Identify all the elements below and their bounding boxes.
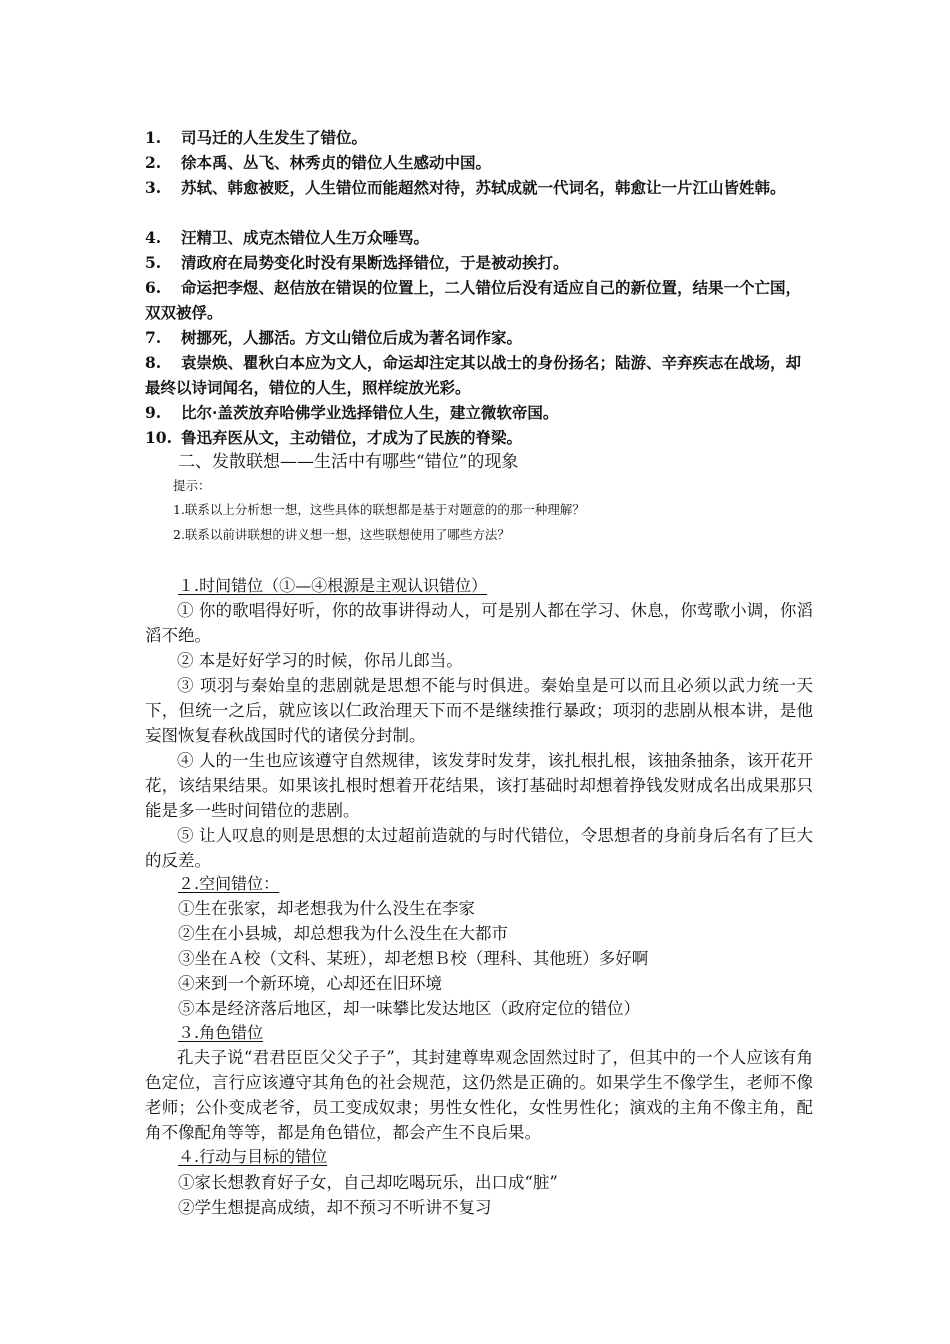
list-item: 2. 徐本禹、丛飞、林秀贞的错位人生感动中国。	[145, 153, 492, 172]
list-item: 8. 袁崇焕、瞿秋白本应为文人，命运却注定其以战士的身份扬名；陆游、辛弃疾志在战场，却最终以诗词闻名，错位的人生，照样绽放光彩。	[145, 353, 802, 397]
tip-label: 提示：	[173, 478, 211, 493]
list-item: ③坐在Ａ校（文科、某班），却老想Ｂ校（理科、其他班）多好啊	[178, 949, 649, 968]
paragraph: 孔夫子说“君君臣臣父父子子”，其封建尊卑观念固然过时了，但其中的一个人应该有角色定位，言行应该遵守其角色的社会规范，这仍然是正确的。如果学生不像学生，老师不像老师；公仆变成老爷，员工变成奴隶；男性女性化，女性男性化；演戏的主角不像主角，配角不像配角等等，都是角色错位，都会产生不良后果。	[145, 1048, 813, 1142]
list-item: 10. 鲁迅弃医从文，主动错位，才成为了民族的脊梁。	[145, 428, 523, 447]
list-item: 5. 清政府在局势变化时没有果断选择错位，于是被动挨打。	[145, 253, 569, 272]
list-item: 4. 汪精卫、成克杰错位人生万众唾骂。	[145, 228, 430, 247]
list-item: 3. 苏轼、韩愈被贬，人生错位而能超然对待，苏轼成就一代词名，韩愈让一片江山皆姓韩。	[145, 178, 786, 197]
paragraph: ① 你的歌唱得好听，你的故事讲得动人，可是别人都在学习、休息，你莺歌小调，你滔滔不绝。	[145, 601, 813, 645]
tip-line: 2.联系以前讲联想的讲义想一想，这些联想使用了哪些方法？	[173, 527, 510, 542]
tip-line: 1.联系以上分析想一想，这些具体的联想都是基于对题意的的那一种理解？	[173, 502, 585, 517]
list-item: 7. 树挪死，人挪活。方文山错位后成为著名词作家。	[145, 328, 523, 347]
list-item: ⑤本是经济落后地区，却一味攀比发达地区（政府定位的错位）	[178, 999, 640, 1018]
subsection-heading-space: ２.空间错位：	[178, 874, 280, 893]
list-item: ②学生想提高成绩，却不预习不听讲不复习	[178, 1198, 492, 1217]
paragraph: ③ 项羽与秦始皇的悲剧就是思想不能与时俱进。秦始皇是可以而且必须以武力统一天下，但统一之后，就应该以仁政治理天下而不是继续推行暴政；项羽的悲剧从根本讲，是他妄图恢复春秋战国时代的诸侯分封制。	[145, 676, 813, 745]
paragraph: ④ 人的一生也应该遵守自然规律，该发芽时发芽，该扎根扎根，该抽条抽条，该开花开花，该结果结果。如果该扎根时想着开花结果，该打基础时却想着挣钱发财成名出成果那只能是多一些时间错位的悲剧。	[145, 751, 813, 820]
subsection-heading-time: １.时间错位（①—④根源是主观认识错位）	[178, 576, 488, 595]
subsection-heading-action: ４.行动与目标的错位	[178, 1147, 328, 1166]
list-item: ②生在小县城，却总想我为什么没生在大都市	[178, 924, 508, 943]
paragraph: ② 本是好好学习的时候，你吊儿郎当。	[177, 651, 463, 670]
section-heading: 二、发散联想——生活中有哪些“错位”的现象	[178, 452, 519, 472]
list-item: 9. 比尔·盖茨放弃哈佛学业选择错位人生，建立微软帝国。	[145, 403, 559, 422]
list-item: 6. 命运把李煜、赵佶放在错误的位置上，二人错位后没有适应自己的新位置，结果一个亡国，双双被俘。	[145, 278, 802, 322]
list-item: 1. 司马迁的人生发生了错位。	[145, 128, 368, 147]
subsection-heading-role: ３.角色错位	[178, 1023, 264, 1042]
list-item: ①生在张家，却老想我为什么没生在李家	[178, 899, 475, 918]
list-item: ④来到一个新环境，心却还在旧环境	[178, 974, 442, 993]
paragraph: ⑤ 让人叹息的则是思想的太过超前造就的与时代错位，令思想者的身前身后名有了巨大的反差。	[145, 826, 813, 870]
list-item: ①家长想教育好子女，自己却吃喝玩乐，出口成“脏”	[178, 1173, 558, 1192]
